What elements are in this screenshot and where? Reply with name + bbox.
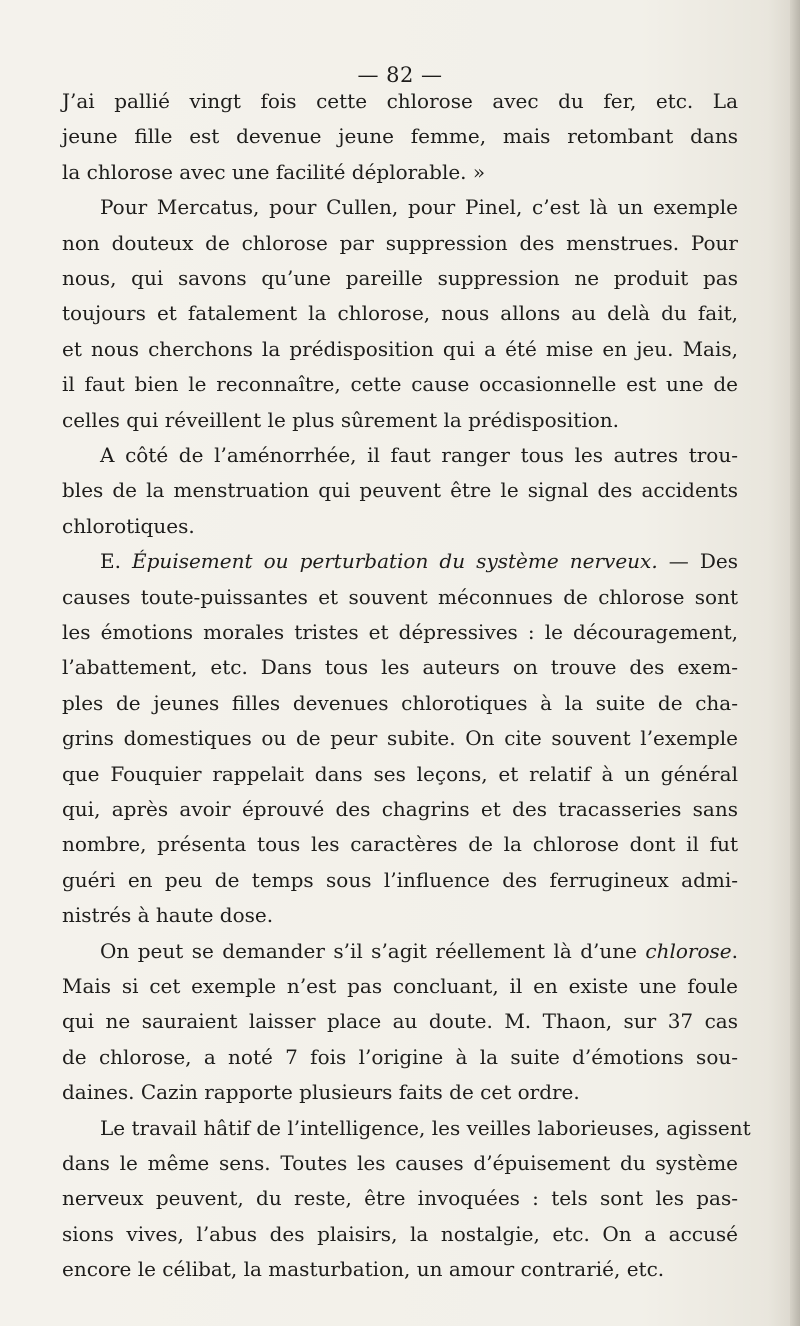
text-line: la chlorose avec une facilité déplorable. » [62,159,486,184]
section-heading-line [100,544,738,579]
text-line: il faut bien le reconnaître, cette cause occasionnelle est une de [62,372,738,397]
text-line: J’ai pallié vingt fois cette chlorose avec du fer, etc. La [62,89,738,113]
paragraph-start-line: A côté de l’aménorrhée, il faut ranger tous les autres trou- [100,443,738,467]
text-line: l’abattement, etc. Dans tous les auteurs on trouve des exem- [62,655,738,680]
text-line: les émotions morales tristes et dépressives : le découragement, [62,620,738,644]
text-run: . [731,938,738,963]
text-line: nistrés à haute dose. [62,903,274,928]
page-number: — 82 — [357,63,443,87]
text-line: chlorotiques. [62,513,195,538]
text-line: dans le même sens. Toutes les causes d’épuisement du système [62,1151,738,1175]
text-line: toujours et fatalement la chlorose, nous allons au delà du fait, [62,301,738,326]
text-line: bles de la menstruation qui peuvent être le signal des accidents [62,478,738,503]
paragraph-start-line [100,934,738,969]
section-title: Épuisement ou perturbation du système nerveux. [132,549,658,574]
text-line: nerveux peuvent, du reste, être invoquées : tels sont les pas- [62,1186,738,1211]
text-line: et nous cherchons la prédisposition qui a été mise en jeu. Mais, [62,336,738,361]
text-line: de chlorose, a noté 7 fois l’origine à la suite d’émotions sou- [62,1044,738,1069]
text-line: grins domestiques ou de peur subite. On cite souvent l’exemple [62,726,738,751]
text-line: qui ne sauraient laisser place au doute. M. Thaon, sur 37 cas [62,1009,738,1034]
section-heading-tail: — Des [657,549,738,574]
text-line: qui, après avoir éprouvé des chagrins et des tracasseries sans [62,797,738,821]
text-line: nombre, présenta tous les caractères de la chlorose dont il fut [62,832,738,857]
text-line: jeune fille est devenue jeune femme, mais retombant dans [62,124,738,149]
text-line: daines. Cazin rapporte plusieurs faits de cet ordre. [62,1080,580,1105]
paragraph-start-line: Le travail hâtif de l’intelligence, les veilles laborieuses, agissent [100,1115,751,1140]
text-line: encore le célibat, la masturbation, un amour contrarié, etc. [62,1257,665,1282]
page-edge-shadow [790,0,800,1326]
text-line: nous, qui savons qu’une pareille suppression ne produit pas [62,266,738,290]
text-line: non douteux de chlorose par suppression des menstrues. Pour [62,230,738,255]
section-label: E. [100,549,133,574]
text-line: que Fouquier rappelait dans ses leçons, et relatif à un général [62,761,738,786]
text-run: On peut se demander s’il s’agit réellement là d’une [100,938,646,963]
text-line: causes toute-puissantes et souvent méconnues de chlorose sont [62,584,738,609]
text-line: celles qui réveillent le plus sûrement la prédisposition. [62,407,620,432]
text-line: guéri en peu de temps sous l’influence des ferrugineux admi- [62,867,738,892]
paragraph-start-line: Pour Mercatus, pour Cullen, pour Pinel, c’est là un exemple [100,195,738,220]
text-line: Mais si cet exemple n’est pas concluant, il en existe une foule [62,974,738,998]
text-line: ples de jeunes filles devenues chlorotiques à la suite de cha- [62,690,738,715]
text-line: sions vives, l’abus des plaisirs, la nostalgie, etc. On a accusé [62,1221,738,1246]
emphasis-word: chlorose [645,938,732,963]
